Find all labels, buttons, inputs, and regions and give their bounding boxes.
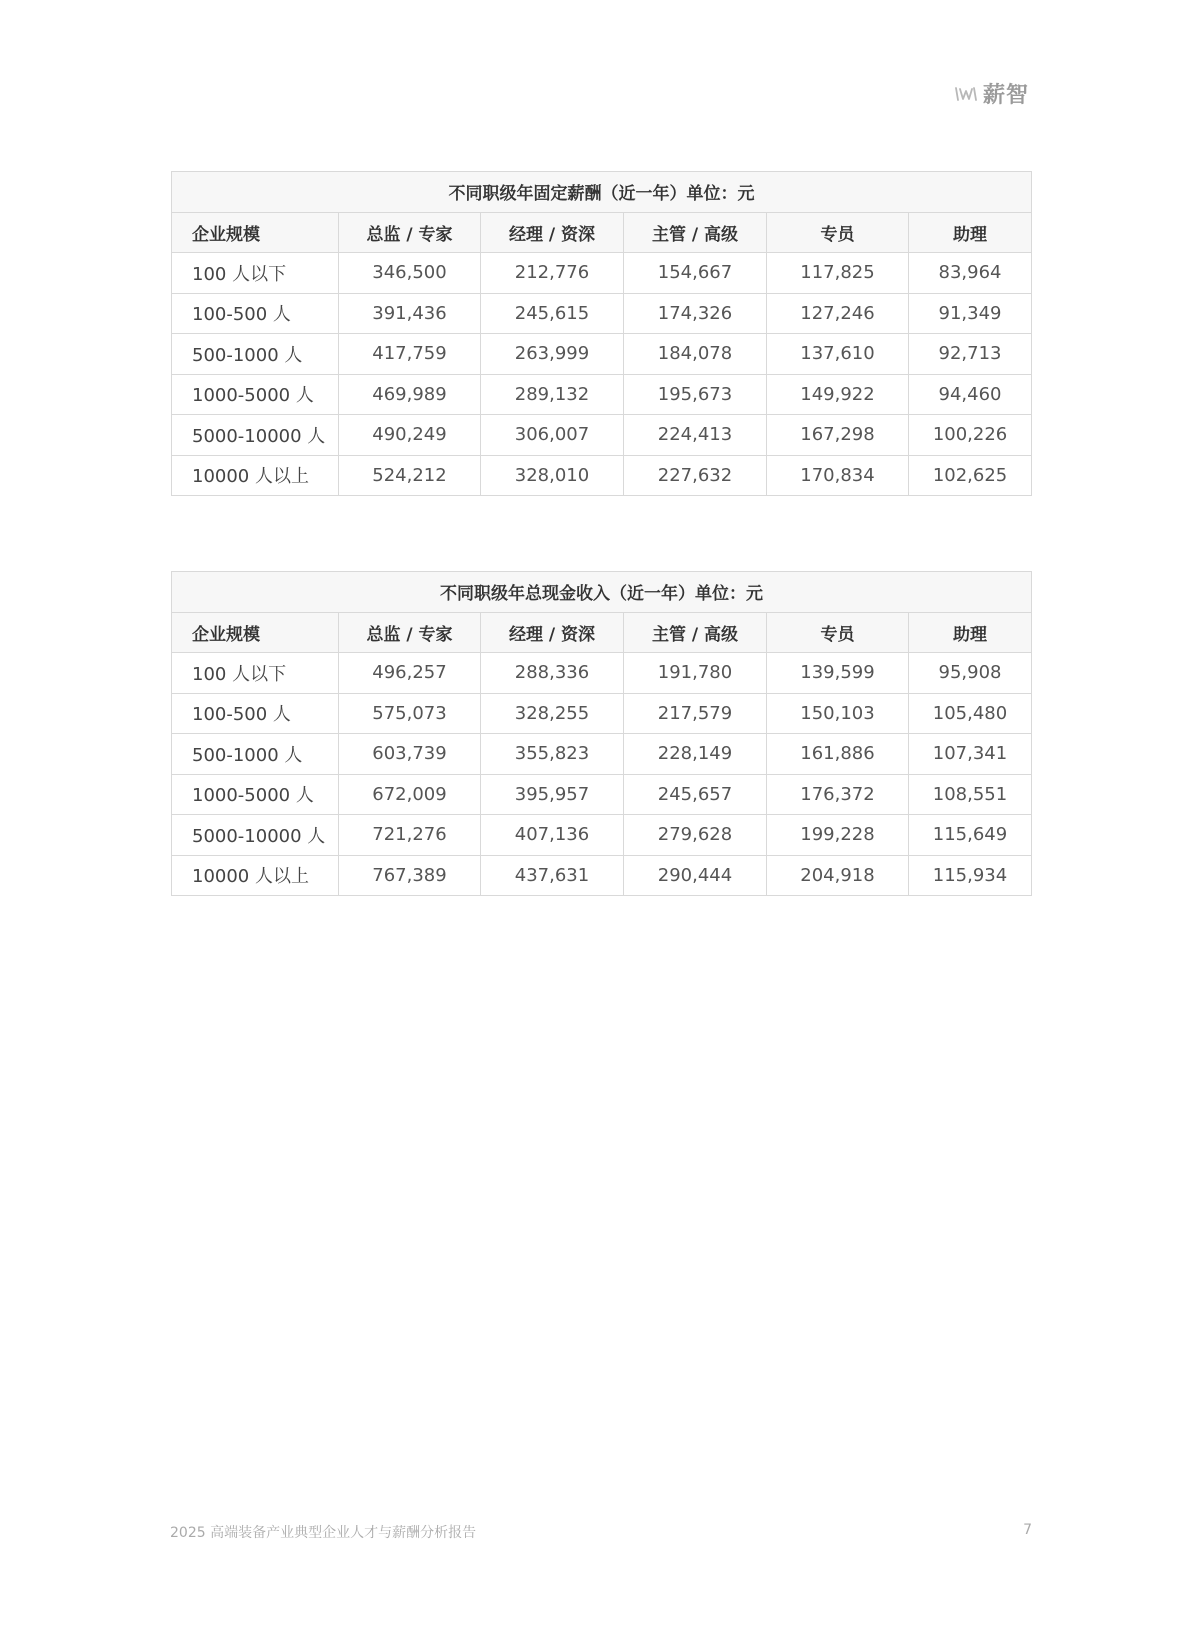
column-header: 主管 / 高级 [624,612,767,653]
column-header: 经理 / 资深 [481,612,624,653]
table-row [172,653,1032,694]
brand-name: 薪智 [983,83,1030,108]
value-cell: 139,599 [767,653,909,694]
value-cell: 137,610 [767,334,909,375]
value-cell: 170,834 [767,455,909,496]
value-cell: 228,149 [624,734,767,775]
row-label-cell: 100 人以下 [172,653,339,694]
row-label-cell: 1000-5000 人 [172,774,339,815]
value-cell: 149,922 [767,374,909,415]
value-cell: 306,007 [481,415,624,456]
value-cell: 290,444 [624,855,767,896]
value-cell: 167,298 [767,415,909,456]
column-header: 助理 [909,212,1032,253]
value-cell: 721,276 [339,815,481,856]
value-cell: 150,103 [767,693,909,734]
column-header: 总监 / 专家 [339,212,481,253]
value-cell: 417,759 [339,334,481,375]
value-cell: 115,934 [909,855,1032,896]
wave-logo-icon [955,85,977,103]
value-cell: 407,136 [481,815,624,856]
value-cell: 263,999 [481,334,624,375]
value-cell: 395,957 [481,774,624,815]
row-label-cell: 10000 人以上 [172,855,339,896]
value-cell: 575,073 [339,693,481,734]
row-label-cell: 500-1000 人 [172,734,339,775]
row-label-cell: 5000-10000 人 [172,815,339,856]
value-cell: 204,918 [767,855,909,896]
column-header: 企业规模 [172,212,339,253]
value-cell: 184,078 [624,334,767,375]
value-cell: 355,823 [481,734,624,775]
value-cell: 245,657 [624,774,767,815]
value-cell: 191,780 [624,653,767,694]
table-row [172,293,1032,334]
row-label-cell: 5000-10000 人 [172,415,339,456]
table-row [172,253,1032,294]
column-header: 专员 [767,212,909,253]
value-cell: 115,649 [909,815,1032,856]
value-cell: 176,372 [767,774,909,815]
value-cell: 154,667 [624,253,767,294]
value-cell: 127,246 [767,293,909,334]
value-cell: 102,625 [909,455,1032,496]
value-cell: 603,739 [339,734,481,775]
value-cell: 212,776 [481,253,624,294]
table-row [172,334,1032,375]
table-row [172,774,1032,815]
table-header-row [172,612,1032,653]
value-cell: 245,615 [481,293,624,334]
value-cell: 227,632 [624,455,767,496]
row-label-cell: 100 人以下 [172,253,339,294]
column-header: 经理 / 资深 [481,212,624,253]
value-cell: 328,010 [481,455,624,496]
page-number: 7 [1023,1522,1032,1538]
brand-logo [955,78,1029,109]
table-row [172,374,1032,415]
fixed-salary-table [171,171,1032,496]
value-cell: 672,009 [339,774,481,815]
value-cell: 91,349 [909,293,1032,334]
value-cell: 346,500 [339,253,481,294]
column-header: 助理 [909,612,1032,653]
value-cell: 199,228 [767,815,909,856]
row-label-cell: 500-1000 人 [172,334,339,375]
column-header: 专员 [767,612,909,653]
value-cell: 289,132 [481,374,624,415]
value-cell: 174,326 [624,293,767,334]
value-cell: 95,908 [909,653,1032,694]
value-cell: 161,886 [767,734,909,775]
value-cell: 94,460 [909,374,1032,415]
row-label-cell: 1000-5000 人 [172,374,339,415]
value-cell: 83,964 [909,253,1032,294]
total-cash-table [171,571,1032,896]
value-cell: 195,673 [624,374,767,415]
value-cell: 279,628 [624,815,767,856]
value-cell: 469,989 [339,374,481,415]
table-row [172,455,1032,496]
table-row [172,855,1032,896]
value-cell: 328,255 [481,693,624,734]
column-header: 总监 / 专家 [339,612,481,653]
value-cell: 100,226 [909,415,1032,456]
value-cell: 217,579 [624,693,767,734]
column-header: 主管 / 高级 [624,212,767,253]
value-cell: 524,212 [339,455,481,496]
table-header-row [172,212,1032,253]
value-cell: 288,336 [481,653,624,694]
table-title: 不同职级年固定薪酬（近一年）单位：元 [172,172,1032,213]
footer-report-title: 2025 高端装备产业典型企业人才与薪酬分析报告 [170,1525,477,1541]
value-cell: 105,480 [909,693,1032,734]
column-header: 企业规模 [172,612,339,653]
value-cell: 117,825 [767,253,909,294]
value-cell: 92,713 [909,334,1032,375]
row-label-cell: 10000 人以上 [172,455,339,496]
value-cell: 107,341 [909,734,1032,775]
table-row [172,734,1032,775]
row-label-cell: 100-500 人 [172,693,339,734]
value-cell: 490,249 [339,415,481,456]
value-cell: 767,389 [339,855,481,896]
value-cell: 108,551 [909,774,1032,815]
table-row [172,693,1032,734]
value-cell: 391,436 [339,293,481,334]
value-cell: 496,257 [339,653,481,694]
value-cell: 437,631 [481,855,624,896]
row-label-cell: 100-500 人 [172,293,339,334]
table-title: 不同职级年总现金收入（近一年）单位：元 [172,572,1032,613]
table-row [172,815,1032,856]
table-row [172,415,1032,456]
value-cell: 224,413 [624,415,767,456]
